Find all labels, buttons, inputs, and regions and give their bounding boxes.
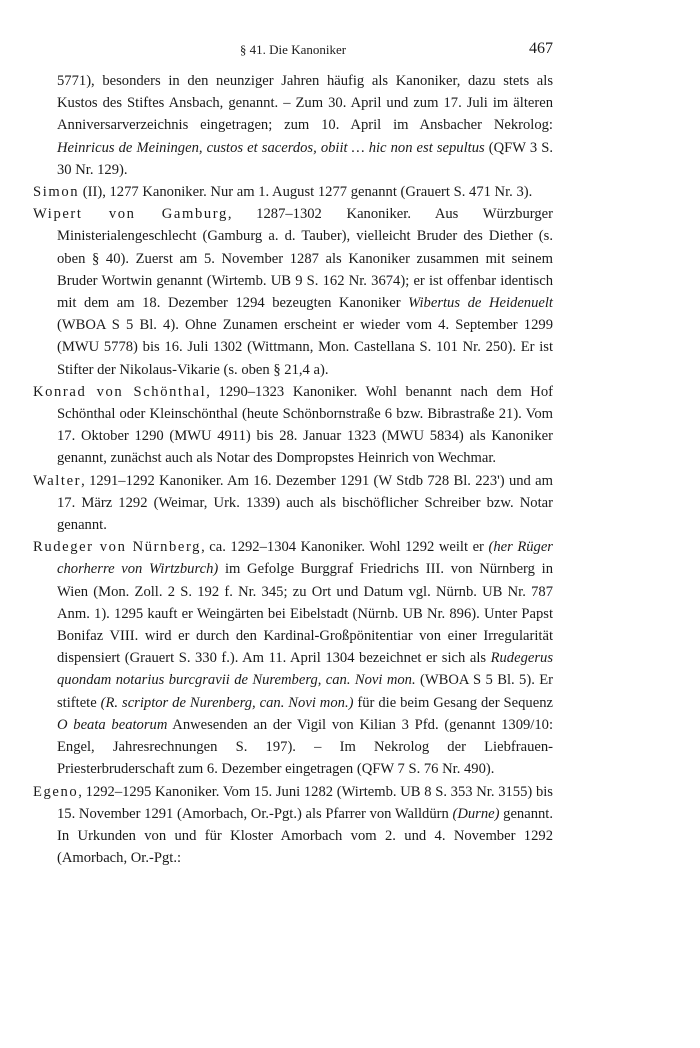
book-page [33, 42, 553, 869]
section-title: § 41. Die Kanoniker [239, 42, 347, 57]
entry-name: Walter [33, 472, 82, 489]
running-header [33, 42, 553, 66]
entry-name: Rudeger von Nürnberg [33, 539, 202, 556]
entry-simon: Simon (II), 1277 Kanoniker. Nur am 1. August 1277 genannt (Grauert S. 471 Nr. 3). [33, 184, 533, 201]
entry-rudeger: Rudeger von Nürnberg, ca. 1292–1304 Kanoniker. Wohl 1292 weilt er (her Rüger chorherre von Wirtzburch) im Gefolge Burggraf Friedrichs III. von Nürnberg in Wien (Mon. Zoll. 2 S. 192 f. Nr. 345; zu Ort und Datum vgl. Nürnb. UB Nr. 787 Anm. 1). 1295 kauft er Weingärten bei Eibelstadt (Nürnb. UB Nr. 896). Unter Papst Bonifaz VIII. wird er durch den Kardinal-Großpönitentiar von einer Irregularität dispensiert (Grauert S. 330 f.). Am 11. April 1304 bezeichnet er sich als Rudegerus quondam notarius burcgravii de Nuremberg, can. Novi mon. (WBOA S 5 Bl. 5). Er stiftete (R. scriptor de Nurenberg, can. Novi mon.) für die beim Gesang der Sequenz O beata beatorum Anwesenden an der Vigil von Kilian 3 Pfd. (genannt 1309/10: Engel, Jahresrechnungen S. 197). – Im Nekrolog der Liebfrauen-Priesterbruderschaft zum 6. Dezember eingetragen (QFW 7 S. 76 Nr. 490). [33, 539, 554, 778]
entry-name: Wipert von Gamburg [33, 206, 228, 223]
entry-walter: Walter, 1291–1292 Kanoniker. Am 16. Dezember 1291 (W Stdb 728 Bl. 223') und am 17. März 1292 (Weimar, Urk. 1339) auch als bischöflicher Schreiber bzw. Notar genannt. [33, 472, 553, 534]
entry-egeno: Egeno, 1292–1295 Kanoniker. Vom 15. Juni 1282 (Wirtemb. UB 8 S. 353 Nr. 3155) bis 15. November 1291 (Amorbach, Or.-Pgt.) als Pfarrer von Walldürn (Durne) genannt. In Urkunden von und für Kloster Amorbach vom 2. und 4. November 1292 (Amorbach, Or.-Pgt.: [33, 783, 553, 867]
page-body [33, 70, 553, 869]
entry-continuation: 5771), besonders in den neunziger Jahren häufig als Kanoniker, dazu stets als Kustos des Stiftes Ansbach, genannt. – Zum 30. April und zum 17. Juli im älteren Anniversarverzeichnis eingetragen; zum 10. April im Ansbacher Nekrolog: Heinricus de Meiningen, custos et sacerdos, obiit … hic non est sepultus (QFW 3 S. 30 Nr. 129). [57, 73, 553, 178]
entry-name: Egeno [33, 783, 79, 800]
entry-name: Simon [33, 184, 80, 201]
entry-konrad: Konrad von Schönthal, 1290–1323 Kanoniker. Wohl benannt nach dem Hof Schönthal oder Kleinschönthal (heute Schönbornstraße 6 bzw. Bibrastraße 21). Vom 17. Oktober 1290 (MWU 4911) bis 28. Januar 1323 (MWU 5834) als Kanoniker genannt, zunächst auch als Notar des Dompropstes Heinrich von Wechmar. [33, 383, 553, 467]
page-number: 467 [529, 40, 553, 57]
entry-name: Konrad von Schönthal [33, 383, 207, 400]
entry-wipert: Wipert von Gamburg, 1287–1302 Kanoniker. Aus Würzburger Ministerialengeschlecht (Gamburg a. d. Tauber), vielleicht Bruder des Diether (s. oben § 40). Zuerst am 5. November 1287 als Kanoniker zusammen mit seinem Bruder Wortwin genannt (Wirtemb. UB 9 S. 162 Nr. 3674); er ist offenbar identisch mit dem am 18. Dezember 1294 bezeugten Kanoniker Wibertus de Heidenuelt (WBOA S 5 Bl. 4). Ohne Zunamen erscheint er wieder vom 4. September 1299 (MWU 5778) bis 16. Juli 1302 (Wittmann, Mon. Castellana S. 101 Nr. 250). Er ist Stifter der Nikolaus-Vikarie (s. oben § 21,4 a). [33, 206, 553, 378]
